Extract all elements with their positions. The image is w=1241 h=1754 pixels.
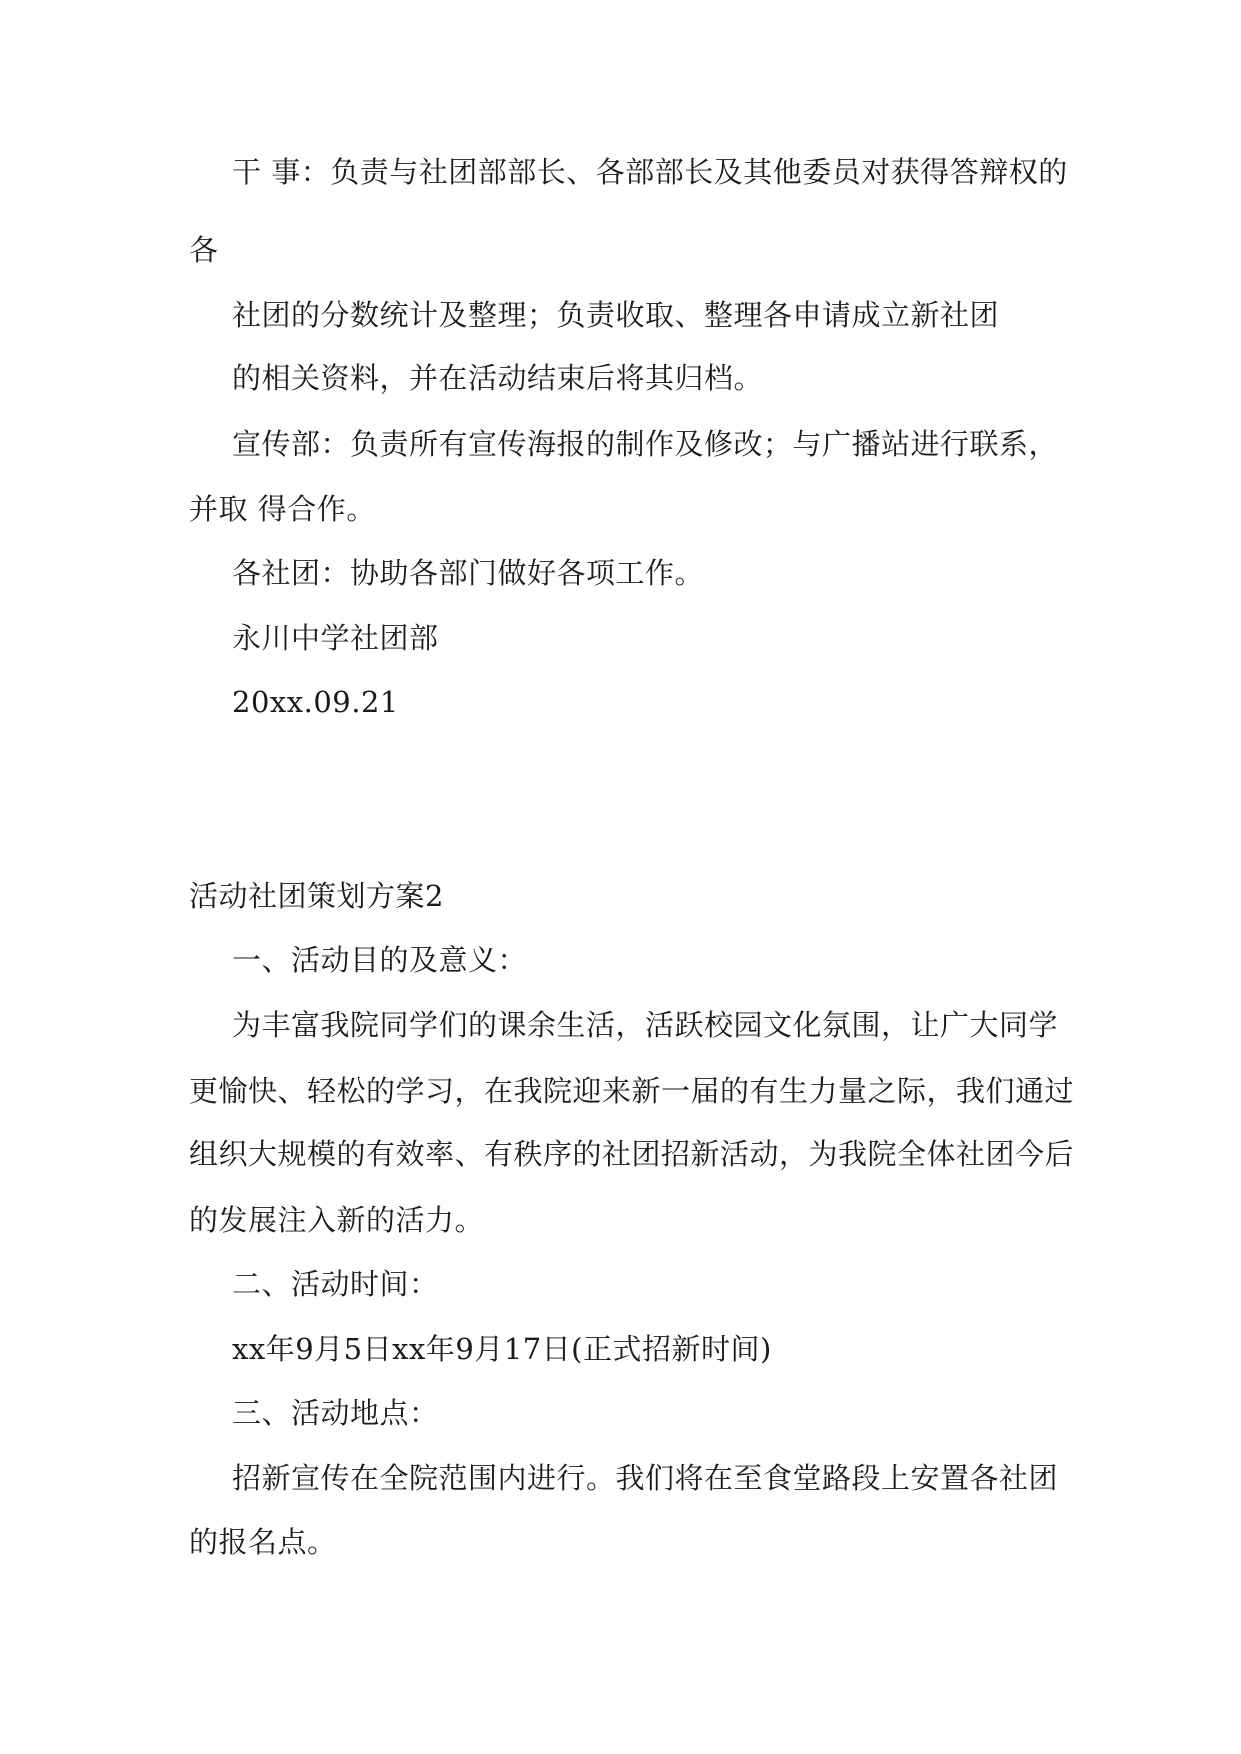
section-title: 活动社团策划方案2 [189, 879, 444, 913]
heading-time: 二、活动时间： [232, 1267, 439, 1301]
paragraph-line-2: 各 [189, 233, 219, 267]
paragraph-line-3: 社团的分数统计及整理；负责收取、整理各申请成立新社团 [232, 298, 1000, 332]
heading-location: 三、活动地点： [232, 1396, 439, 1430]
heading-purpose: 一、活动目的及意义： [232, 943, 528, 977]
paragraph-line-13: 更愉快、轻松的学习，在我院迎来新一届的有生力量之际，我们通过 [189, 1074, 1075, 1108]
signature-date: 20xx.09.21 [232, 685, 399, 719]
paragraph-line-4: 的相关资料，并在活动结束后将其归档。 [232, 361, 764, 395]
paragraph-line-5: 宣传部：负责所有宣传海报的制作及修改；与广播站进行联系， [232, 427, 1059, 461]
signature-organization: 永川中学社团部 [232, 621, 439, 655]
paragraph-line-7: 各社团：协助各部门做好各项工作。 [232, 556, 705, 590]
paragraph-time: xx年9月5日xx年9月17日(正式招新时间) [232, 1332, 772, 1366]
paragraph-line-1: 干 事：负责与社团部部长、各部部长及其他委员对获得答辩权的 [232, 155, 1068, 189]
paragraph-line-19: 招新宣传在全院范围内进行。我们将在至食堂路段上安置各社团 [232, 1461, 1059, 1495]
paragraph-line-15: 的发展注入新的活力。 [189, 1203, 485, 1237]
paragraph-line-12: 为丰富我院同学们的课余生活，活跃校园文化氛围，让广大同学 [232, 1008, 1059, 1042]
paragraph-line-20: 的报名点。 [189, 1525, 337, 1559]
paragraph-line-6: 并取 得合作。 [189, 492, 376, 526]
paragraph-line-14: 组织大规模的有效率、有秩序的社团招新活动，为我院全体社团今后 [189, 1137, 1075, 1171]
